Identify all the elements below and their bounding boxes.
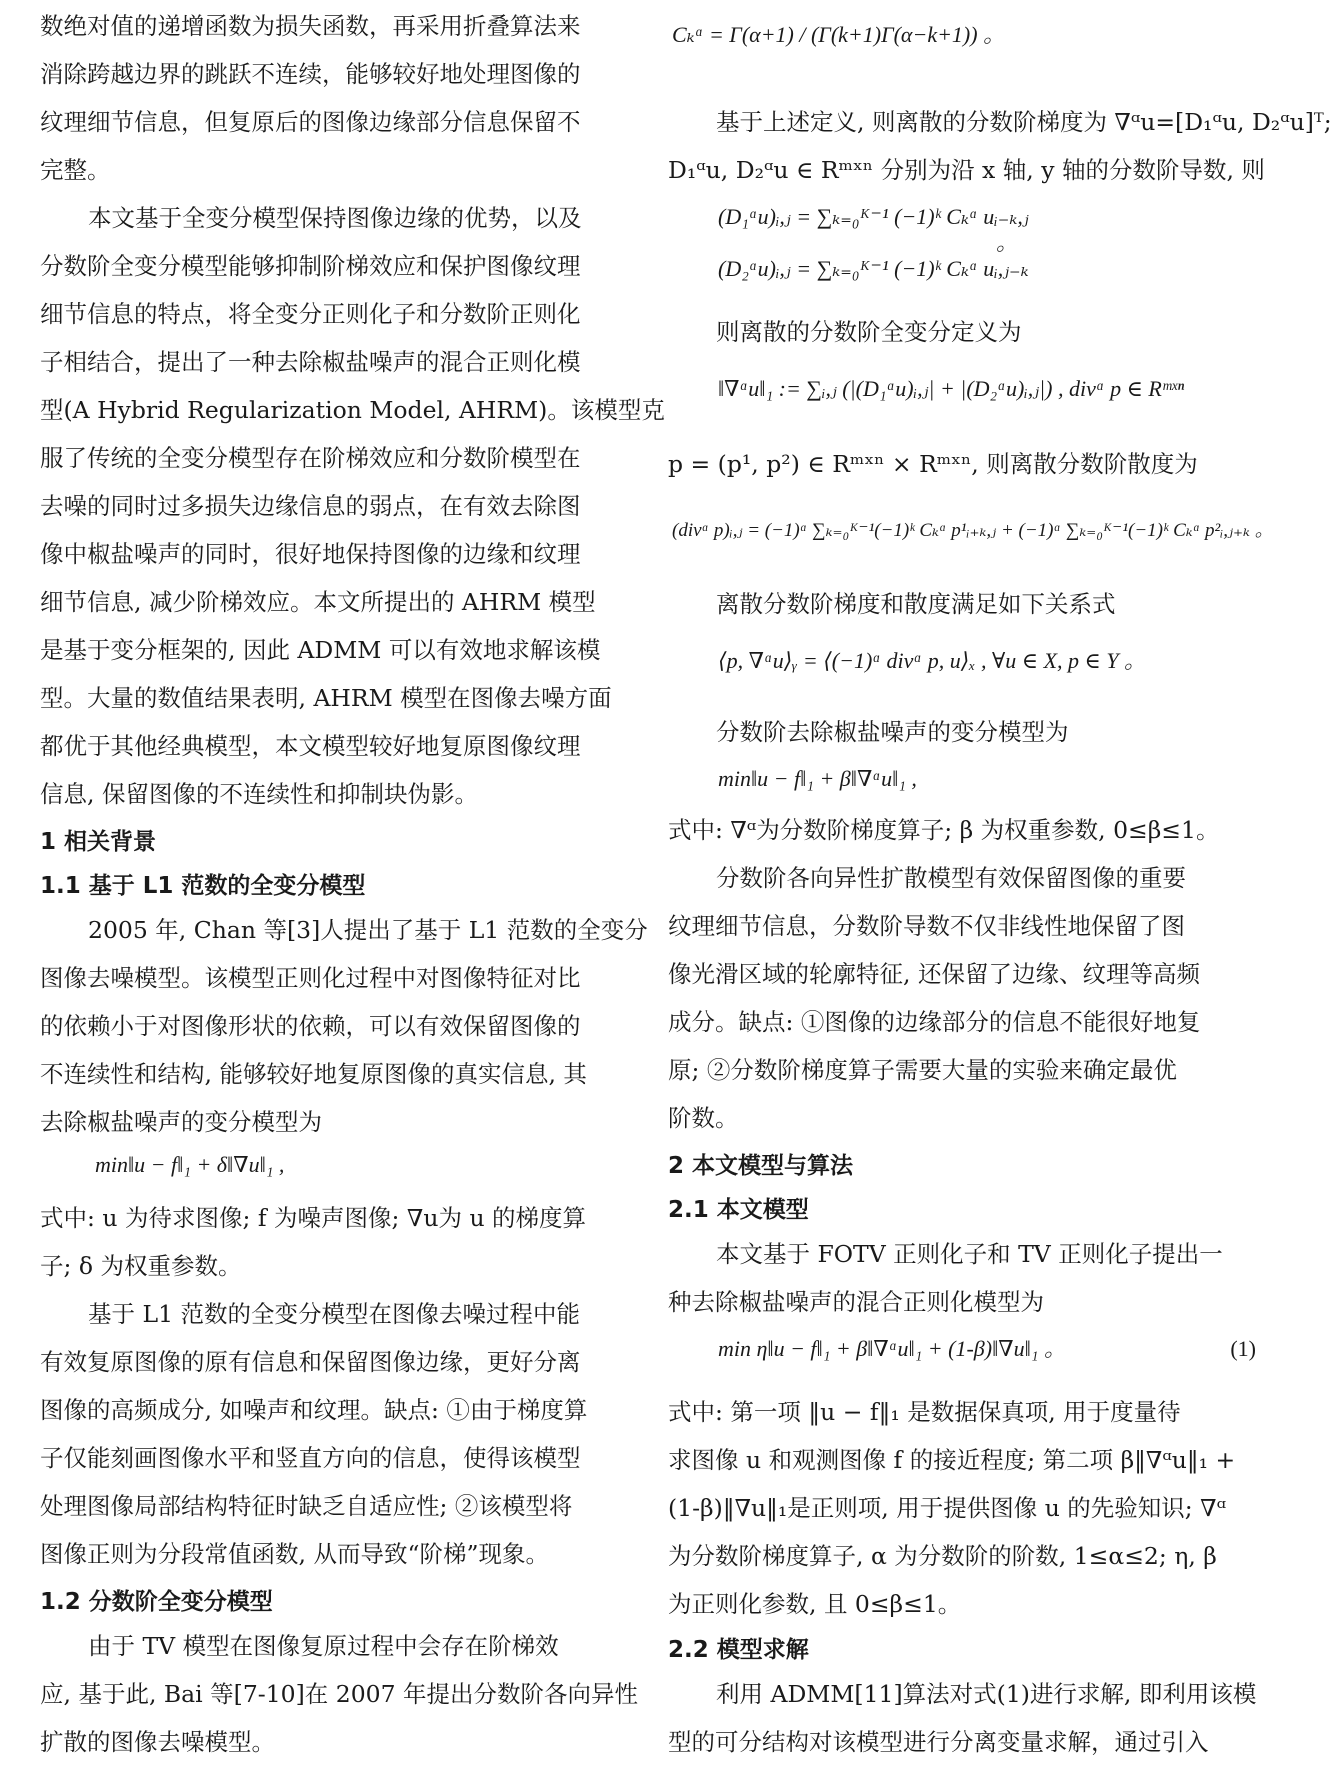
text-line: p = (p¹, p²) ∈ Rᵐˣⁿ × Rᵐˣⁿ, 则离散分数阶散度为 — [668, 450, 1198, 478]
text-line: 图像去噪模型。该模型正则化过程中对图像特征对比 — [40, 964, 581, 992]
text-line: 图像的高频成分, 如噪声和纹理。缺点: ①由于梯度算 — [40, 1396, 588, 1424]
text-line: 2005 年, Chan 等[3]人提出了基于 L1 范数的全变分 — [88, 916, 648, 944]
text-line: 信息, 保留图像的不连续性和抑制块伪影。 — [40, 780, 478, 808]
text-line: 基于 L1 范数的全变分模型在图像去噪过程中能 — [88, 1300, 580, 1328]
equation: min‖u − f‖₁ + δ‖∇u‖₁ , — [95, 1152, 285, 1177]
section-heading: 2 本文模型与算法 — [668, 1153, 854, 1179]
text-line: 服了传统的全变分模型存在阶梯效应和分数阶模型在 — [40, 444, 581, 472]
text-line: 有效复原图像的原有信息和保留图像边缘，更好分离 — [40, 1348, 581, 1376]
text-line: 数绝对值的递增函数为损失函数，再采用折叠算法来 — [40, 12, 581, 40]
text-line: 子相结合，提出了一种去除椒盐噪声的混合正则化模 — [40, 348, 581, 376]
text-line: 不连续性和结构, 能够较好地复原图像的真实信息, 其 — [40, 1060, 587, 1088]
text-line: 完整。 — [40, 156, 111, 184]
section-heading: 1 相关背景 — [40, 829, 157, 855]
text-line: 分数阶各向异性扩散模型有效保留图像的重要 — [716, 864, 1186, 892]
text-line: 为分数阶梯度算子, α 为分数阶的阶数, 1≤α≤2; η, β — [668, 1542, 1217, 1570]
text-line: 型(A Hybrid Regularization Model, AHRM)。该模型克 — [40, 396, 665, 424]
equation: min‖u − f‖₁ + β‖∇ᵅu‖₁ , — [718, 766, 917, 791]
text-line: 原; ②分数阶梯度算子需要大量的实验来确定最优 — [668, 1056, 1177, 1084]
text-line: 由于 TV 模型在图像复原过程中会存在阶梯效 — [88, 1632, 559, 1660]
text-line: 细节信息, 减少阶梯效应。本文所提出的 AHRM 模型 — [40, 588, 596, 616]
text-line: 扩散的图像去噪模型。 — [40, 1728, 275, 1756]
text-line: (1-β)‖∇u‖₁是正则项, 用于提供图像 u 的先验知识; ∇ᵅ — [668, 1494, 1226, 1522]
text-line: 利用 ADMM[11]算法对式(1)进行求解, 即利用该模 — [716, 1680, 1257, 1708]
text-line: 细节信息的特点，将全变分正则化子和分数阶正则化 — [40, 300, 581, 328]
text-line: D₁ᵅu, D₂ᵅu ∈ Rᵐˣⁿ 分别为沿 x 轴, y 轴的分数阶导数, 则 — [668, 156, 1265, 184]
text-line: 子仅能刻画图像水平和竖直方向的信息，使得该模型 — [40, 1444, 581, 1472]
text-line: 式中: 第一项 ‖u − f‖₁ 是数据保真项, 用于度量待 — [668, 1398, 1181, 1426]
equation: (D₁ᵅu)ᵢ,ⱼ = ∑ₖ₌₀ᴷ⁻¹ (−1)ᵏ Cₖᵅ uᵢ₋ₖ,ⱼ — [718, 204, 1029, 229]
text-line: 本文基于 FOTV 正则化子和 TV 正则化子提出一 — [716, 1240, 1223, 1268]
text-line: 子; δ 为权重参数。 — [40, 1252, 242, 1280]
text-line: 消除跨越边界的跳跃不连续，能够较好地处理图像的 — [40, 60, 581, 88]
text-line: 去除椒盐噪声的变分模型为 — [40, 1108, 322, 1136]
equation: Cₖᵅ = Γ(α+1) / (Γ(k+1)Γ(α−k+1)) 。 — [672, 22, 1006, 47]
text-line: 去噪的同时过多损失边缘信息的弱点，在有效去除图 — [40, 492, 581, 520]
equation: ‖∇ᵅu‖₁ := ∑ᵢ,ⱼ (|(D₁ᵅu)ᵢ,ⱼ| + |(D₂ᵅu)ᵢ,ⱼ|) , divᵅ p ∈ Rᵐˣⁿ — [718, 376, 1185, 401]
text-line: 图像正则为分段常值函数, 从而导致“阶梯”现象。 — [40, 1540, 549, 1568]
equation: ⟨p, ∇ᵅu⟩ᵧ = ⟨(−1)ᵅ divᵅ p, u⟩ₓ , ∀u ∈ X, p ∈ Y 。 — [718, 648, 1147, 673]
text-line: 分数阶去除椒盐噪声的变分模型为 — [716, 718, 1069, 746]
text-line: 应, 基于此, Bai 等[7-10]在 2007 年提出分数阶各向异性 — [40, 1680, 639, 1708]
text-line: 纹理细节信息，但复原后的图像边缘部分信息保留不 — [40, 108, 581, 136]
text-line: 为正则化参数, 且 0≤β≤1。 — [668, 1590, 962, 1618]
text-line: 都优于其他经典模型，本文模型较好地复原图像纹理 — [40, 732, 581, 760]
text-line: 型的可分结构对该模型进行分离变量求解，通过引入 — [668, 1728, 1209, 1756]
text-line: 型。大量的数值结果表明, AHRM 模型在图像去噪方面 — [40, 684, 612, 712]
text-line: 处理图像局部结构特征时缺乏自适应性; ②该模型将 — [40, 1492, 573, 1520]
text-line: 像光滑区域的轮廓特征, 还保留了边缘、纹理等高频 — [668, 960, 1200, 988]
text-line: 离散分数阶梯度和散度满足如下关系式 — [716, 590, 1116, 618]
equation-number: (1) — [1230, 1336, 1256, 1361]
equation: (divᵅ p)ᵢ,ⱼ = (−1)ᵅ ∑ₖ₌₀ᴷ⁻¹(−1)ᵏ Cₖᵅ p¹ᵢ₊ₖ,ⱼ + (−1)ᵅ ∑ₖ₌₀ᴷ⁻¹(−1)ᵏ Cₖᵅ p²ᵢ,ⱼ₊ₖ 。 — [672, 520, 1274, 541]
text-line: 的依赖小于对图像形状的依赖，可以有效保留图像的 — [40, 1012, 581, 1040]
text-line: 求图像 u 和观测图像 f 的接近程度; 第二项 β‖∇ᵅu‖₁ + — [668, 1446, 1236, 1474]
text-line: 则离散的分数阶全变分定义为 — [716, 318, 1022, 346]
subsection-heading: 1.1 基于 L1 范数的全变分模型 — [40, 873, 366, 899]
text-line: 阶数。 — [668, 1104, 739, 1132]
text-line: 式中: u 为待求图像; f 为噪声图像; ∇u为 u 的梯度算 — [40, 1204, 587, 1232]
subsection-heading: 1.2 分数阶全变分模型 — [40, 1589, 273, 1615]
subsection-heading: 2.1 本文模型 — [668, 1197, 809, 1223]
equation-end: 。 — [996, 230, 1019, 255]
text-line: 像中椒盐噪声的同时，很好地保持图像的边缘和纹理 — [40, 540, 581, 568]
text-line: 是基于变分框架的, 因此 ADMM 可以有效地求解该模 — [40, 636, 601, 664]
equation: min η‖u − f‖₁ + β‖∇ᵅu‖₁ + (1-β)‖∇u‖₁ 。 — [718, 1336, 1066, 1361]
text-line: 成分。缺点: ①图像的边缘部分的信息不能很好地复 — [668, 1008, 1201, 1036]
text-line: 本文基于全变分模型保持图像边缘的优势，以及 — [88, 204, 582, 232]
text-line: 基于上述定义, 则离散的分数阶梯度为 ∇ᵅu=[D₁ᵅu, D₂ᵅu]ᵀ; — [716, 108, 1332, 136]
equation: (D₂ᵅu)ᵢ,ⱼ = ∑ₖ₌₀ᴷ⁻¹ (−1)ᵏ Cₖᵅ uᵢ,ⱼ₋ₖ — [718, 256, 1029, 281]
subsection-heading: 2.2 模型求解 — [668, 1637, 809, 1663]
text-line: 式中: ∇ᵅ为分数阶梯度算子; β 为权重参数, 0≤β≤1。 — [668, 816, 1220, 844]
text-line: 种去除椒盐噪声的混合正则化模型为 — [668, 1288, 1044, 1316]
text-line: 纹理细节信息，分数阶导数不仅非线性地保留了图 — [668, 912, 1185, 940]
text-line: 分数阶全变分模型能够抑制阶梯效应和保护图像纹理 — [40, 252, 581, 280]
